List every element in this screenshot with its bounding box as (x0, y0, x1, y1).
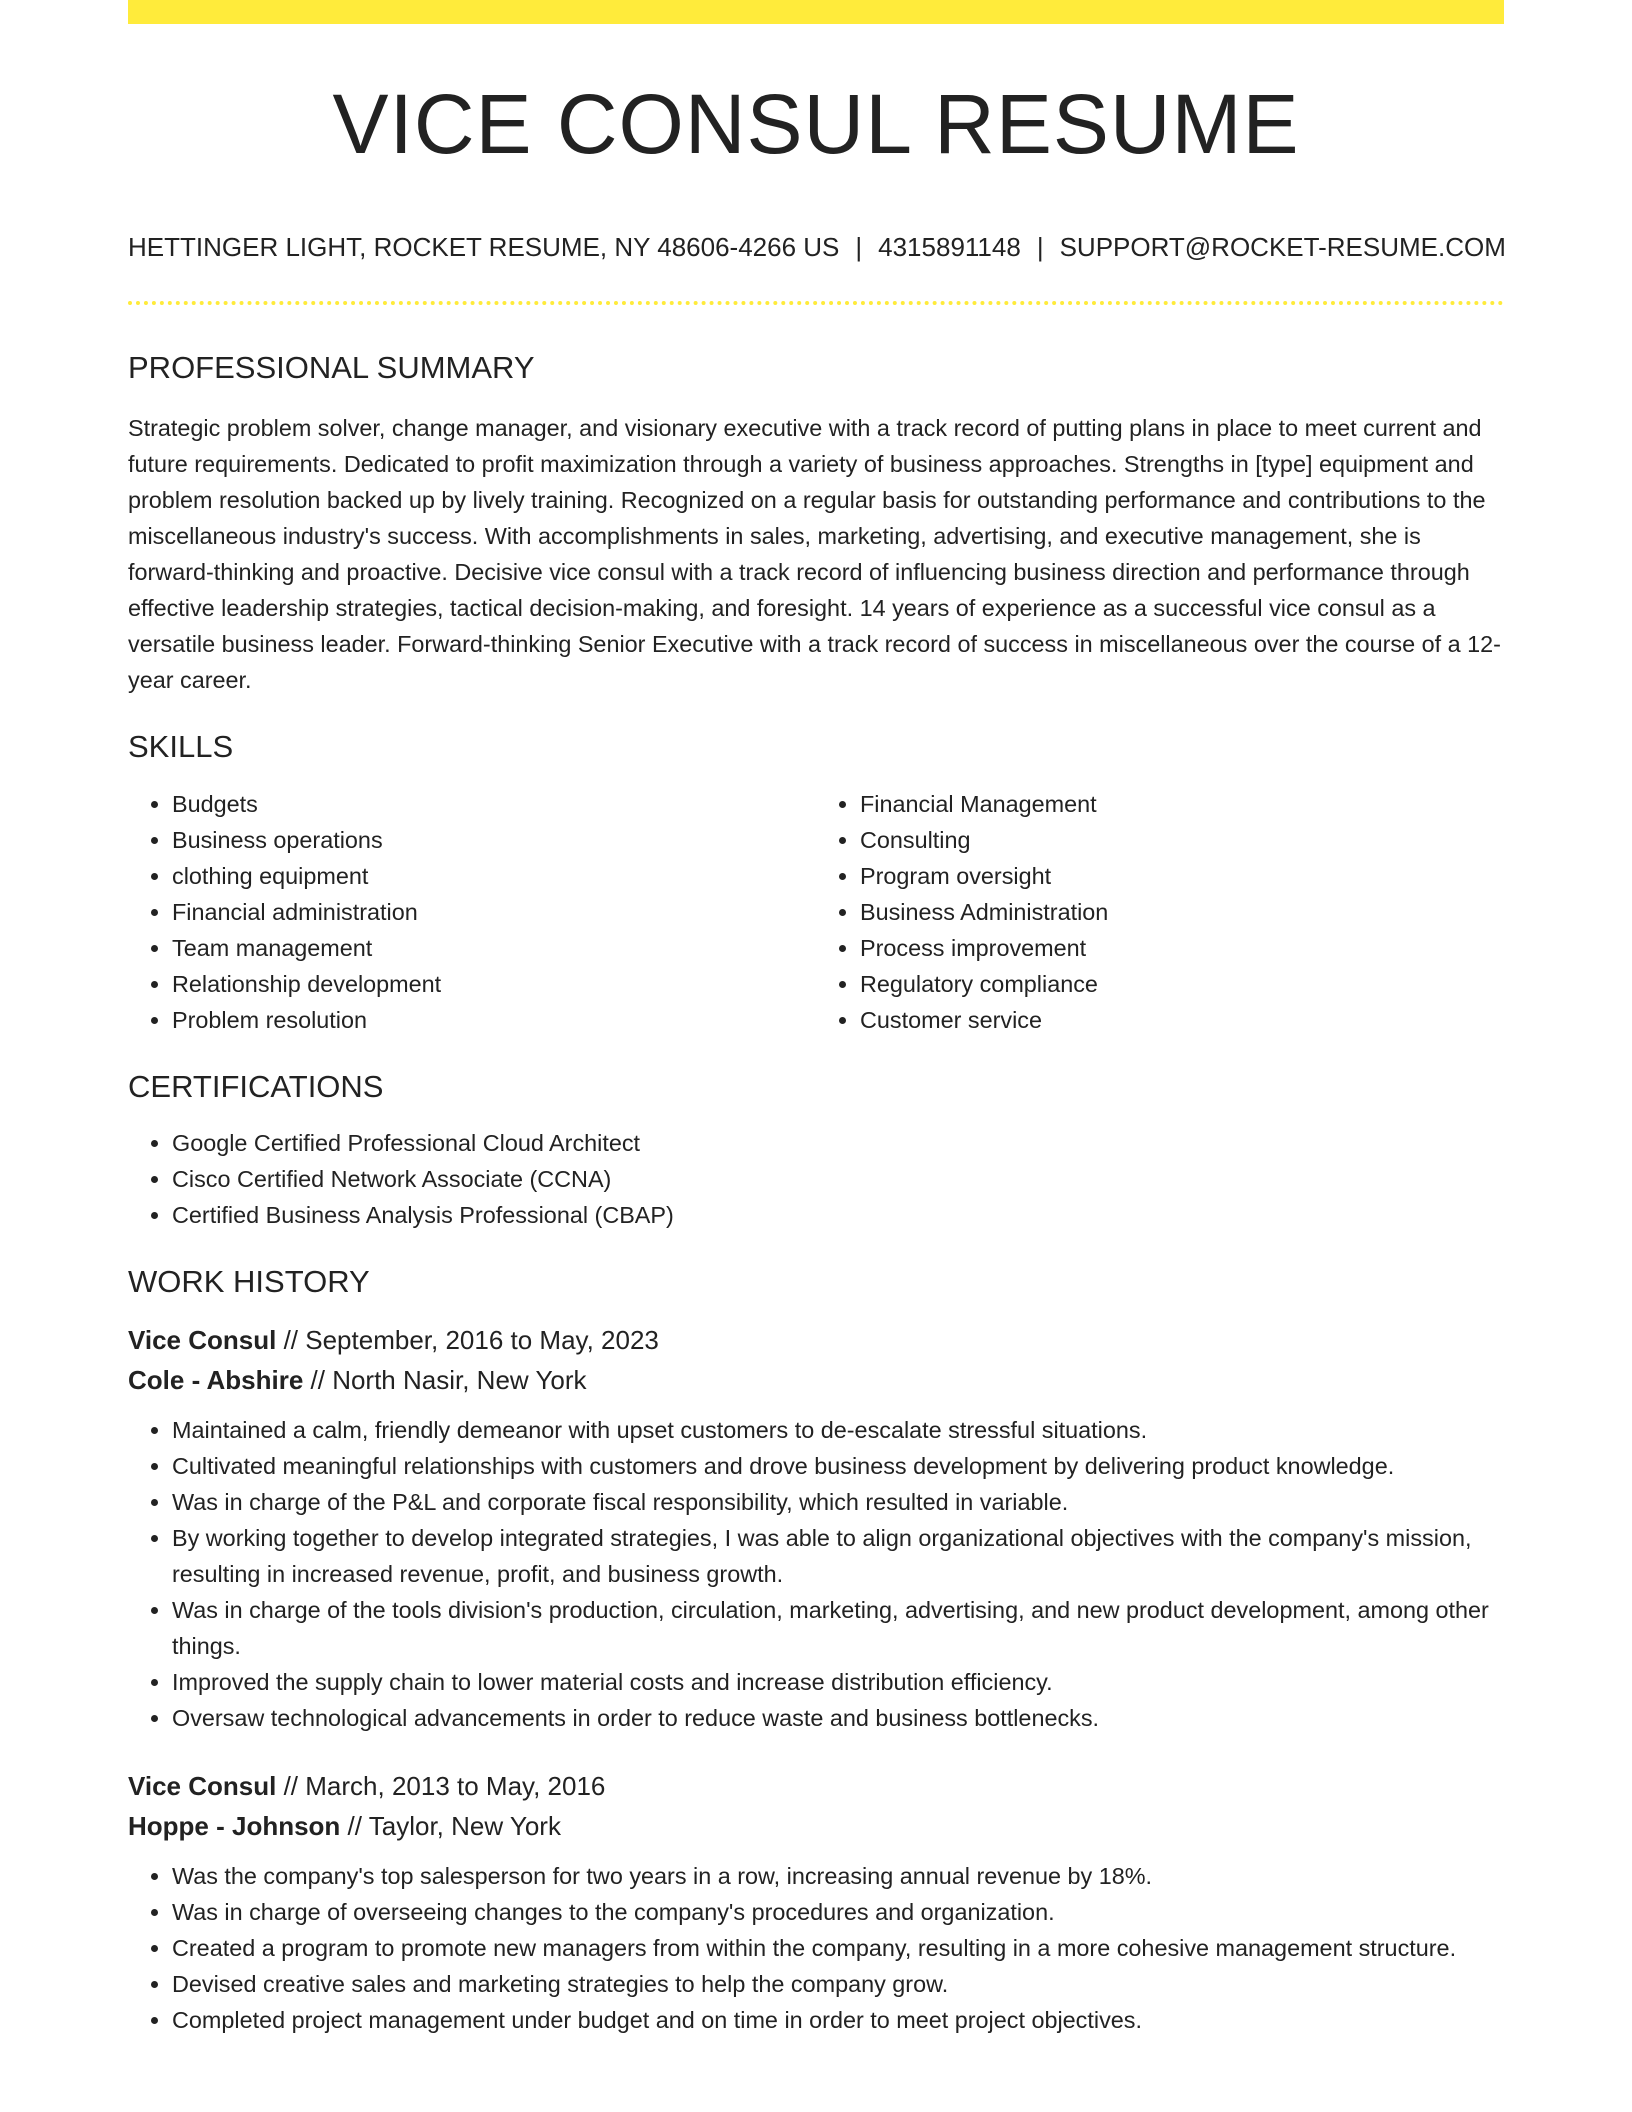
job-dates: // September, 2016 to May, 2023 (276, 1324, 659, 1355)
job-bullet: • Maintained a calm, friendly demeanor with upset customers to de-escalate stressful situations. (172, 1412, 1504, 1448)
skills-list-right (816, 786, 1504, 1038)
certification-item: • Cisco Certified Network Associate (CCNA) (172, 1161, 1504, 1197)
skill-item: • Financial administration (172, 894, 816, 930)
summary-section (128, 349, 1504, 698)
skill-item: • Team management (172, 930, 816, 966)
job-bullet: • Improved the supply chain to lower material costs and increase distribution efficiency. (172, 1664, 1504, 1700)
job-location: // Taylor, New York (340, 1810, 561, 1841)
skills-list-left (128, 786, 816, 1038)
skills-section (128, 728, 1504, 1037)
skills-heading: SKILLS (128, 729, 234, 765)
summary-text: Strategic problem solver, change manager, and visionary executive with a track record of putting plans in place to meet current and future requirements. Dedicated to profit maximization through a variety of business approaches. Strengths in [type] equipment and problem resolution backed up by lively training. Recognized on a regular basis for outstanding performance and contributions to the miscellaneous industry's success. With accomplishments in sales, marketing, advertising, and executive management, she is forward-thinking and proactive. Decisive vice consul with a track record of influencing business direction and performance through effective leadership strategies, tactical decision-making, and foresight. 14 years of experience as a successful vice consul as a versatile business leader. Forward-thinking Senior Executive with a track record of success in miscellaneous over the course of a 12-year career. (128, 415, 1501, 694)
summary-heading: PROFESSIONAL SUMMARY (128, 350, 535, 386)
skill-item: • Business Administration (860, 894, 1504, 930)
job-location: // North Nasir, New York (303, 1364, 587, 1395)
skill-item: • Consulting (860, 822, 1504, 858)
certifications-list (128, 1125, 1504, 1233)
job-bullet: • Was in charge of the P&L and corporate fiscal responsibility, which resulted in variable. (172, 1484, 1504, 1520)
job-dates: // March, 2013 to May, 2016 (276, 1770, 606, 1801)
certifications-heading: CERTIFICATIONS (128, 1068, 384, 1104)
job-entry (128, 1320, 1504, 1736)
job-company: Cole - Abshire (128, 1364, 304, 1395)
skill-item: • Financial Management (860, 786, 1504, 822)
job-bullets (128, 1412, 1504, 1736)
job-title-line (128, 1320, 1504, 1360)
certifications-section (128, 1068, 1504, 1233)
certification-item: • Certified Business Analysis Professional (CBAP) (172, 1197, 1504, 1233)
skill-item: • Process improvement (860, 930, 1504, 966)
job-title-line (128, 1766, 1504, 1806)
top-accent-bar (128, 0, 1504, 24)
job-bullets (128, 1858, 1504, 2038)
job-bullet: • Completed project management under budget and on time in order to meet project objectives. (172, 2002, 1504, 2038)
skill-item: • Regulatory compliance (860, 966, 1504, 1002)
skill-item: • Business operations (172, 822, 816, 858)
skill-item: • clothing equipment (172, 858, 816, 894)
contact-phone: 4315891148 (878, 232, 1021, 262)
job-bullet: • Devised creative sales and marketing strategies to help the company grow. (172, 1966, 1504, 2002)
job-bullet: • Was the company's top salesperson for two years in a row, increasing annual revenue by 18%. (172, 1858, 1504, 1894)
work-history-heading: WORK HISTORY (128, 1263, 370, 1299)
resume-page (128, 0, 1504, 2038)
job-title: Vice Consul (128, 1770, 277, 1801)
job-company-line (128, 1360, 1504, 1400)
resume-title: VICE CONSUL RESUME (332, 77, 1300, 171)
contact-line (128, 232, 1504, 263)
job-bullet: • Created a program to promote new managers from within the company, resulting in a more cohesive management structure. (172, 1930, 1504, 1966)
job-company-line (128, 1806, 1504, 1846)
job-bullet: • Oversaw technological advancements in order to reduce waste and business bottlenecks. (172, 1700, 1504, 1736)
skill-item: • Relationship development (172, 966, 816, 1002)
skill-item: • Problem resolution (172, 1002, 816, 1038)
job-bullet: • By working together to develop integrated strategies, I was able to align organizational objectives with the company's mission, resulting in increased revenue, profit, and business growth. (172, 1520, 1504, 1592)
skills-grid (128, 786, 1504, 1038)
contact-separator: | (855, 232, 863, 262)
contact-address: HETTINGER LIGHT, ROCKET RESUME, NY 48606-4266 US (128, 232, 840, 262)
dotted-divider (128, 301, 1504, 305)
contact-email: SUPPORT@ROCKET-RESUME.COM (1059, 232, 1506, 262)
skill-item: • Budgets (172, 786, 816, 822)
skill-item: • Program oversight (860, 858, 1504, 894)
contact-separator: | (1036, 232, 1044, 262)
certification-item: • Google Certified Professional Cloud Architect (172, 1125, 1504, 1161)
work-history-section (128, 1263, 1504, 2038)
job-company: Hoppe - Johnson (128, 1810, 341, 1841)
job-title: Vice Consul (128, 1324, 277, 1355)
job-bullet: • Cultivated meaningful relationships with customers and drove business development by delivering product knowledge. (172, 1448, 1504, 1484)
job-entry (128, 1766, 1504, 2038)
skill-item: • Customer service (860, 1002, 1504, 1038)
job-bullet: • Was in charge of the tools division's production, circulation, marketing, advertising, and new product development, among other things. (172, 1592, 1504, 1664)
job-bullet: • Was in charge of overseeing changes to the company's procedures and organization. (172, 1894, 1504, 1930)
